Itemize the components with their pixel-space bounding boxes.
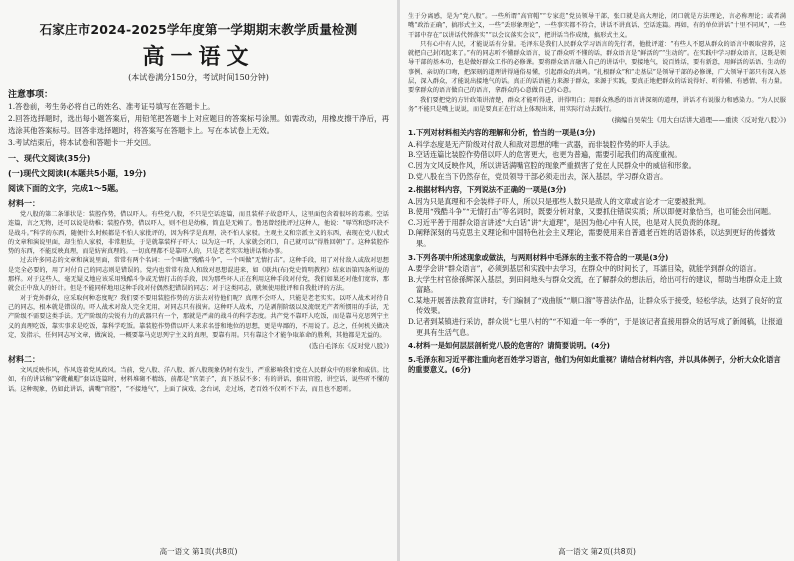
- material-1-paragraph: 对于党外群众，应采取何种态度呢？我们要不要用装腔作势的方法去对待他们呢？真理不会吓人，只能是老老实实。以吓人战术对待自己的同志，根本就是错误的。吓人战术对敌人完全无用，对同志只有损害。这种吓人战术，乃是剥削阶级以及流氓无产者所惯用的手法，无产阶级不需要这类手法。无产阶级的尖锐有力的武器只有一个，那就是严肃的战斗的科学态度。共产党不靠吓人吃饭，而是靠马克思列宁主义的真理吃饭，靠实事求是吃饭，靠科学吃饭。靠装腔作势借以吓人来求名誉和地位的思想，更是卑鄙的，不用说了。总之，任何机关做决定，发指示，任何同志写文章，做演说，一概要靠马克思列宁主义的真理，要靠有用。只有靠这个才能争取革命的胜利，其他都是无益的。: [8, 294, 389, 339]
- material-2-paragraph: 文风反映作风，作风连着党风政风。当前，党八股、洋八股、新八股现象仍时有发生，严重影响我们党在人民群众中的形象和威信。比如，有的讲话稿“穿靴戴帽”套话连篇时，材料堆砌不精练，前都是“官架子”，真下基层不多；有的讲话，套用官腔，讲空话，说些听不懂的话。这种现象，仍如此讲话，满嘴“官腔”，“不接地气”，上面了演戏、念台词，走过场，老百姓不仅听不下去，而且也不愿听。: [8, 367, 389, 393]
- question-stem: 3.下列各项中所述现象或做法，与两则材料中毛泽东的主张不符合的一项是(3分): [408, 252, 669, 262]
- material-2-paragraph: 只有心中有人民，才能说话有分量。毛泽东是我们人民群众学习语言的先行者，他批评道：“有些人不愿从群众的语言中吸取营养，这就把自己封闭起来了。”有的同志听不懂群众语言，说了群众听不懂的话，群众语言是“鲜活的”“生动的”。在实践中学习群众语言，这既是领导干部的基本功，也是做好群众工作的必修课。要将群众语言融入自己的讲话中，要接地气，说百姓话，要有新意，用鲜活的话语、生动的事例、亲切的口吻，把深刻的道理讲得通俗易懂，引起群众的共鸣。“扎根群众”和“走基层”是领导干部的必修课，广大领导干部只有深入基层，深入群众，才能说出接地气的话。真正的话语能力来源于群众，来源于实践，要真正地把群众的话说得好、听得懂、有感情、有力量。要拿群众的语言做自己的语言，拿群众的心意做自己的心意。: [408, 40, 786, 95]
- notice-item: 3.考试结束后，将本试卷和答题卡一并交回。: [8, 138, 156, 147]
- section-heading: 一、现代文阅读(35分): [8, 154, 91, 163]
- question-option: C.某地开展普法教育宣讲时，专门编制了“戏曲版”“顺口溜”等普法作品，让群众乐于接受，轻松学法，达到了良好的宣传效果。: [408, 295, 783, 316]
- material-2-label: 材料二：: [8, 355, 40, 365]
- question-stem: 5.毛泽东和习近平都注重向老百姓学习语言，他们为何如此重视？请结合材料内容，并以具体例子，分析大众化语言的重要意义。(6分): [408, 354, 781, 375]
- question-option: C.因为文风反映作风，所以讲话满嘴官腔的现象严重损害了党在人民群众中的威信和形象。: [408, 160, 696, 170]
- notice-item: 2.回答选择题时，选出每小题答案后，用铅笔把答题卡上对应题目的答案标号涂黑。如需改动，用橡皮擦干净后，再选涂其他答案标号。回答非选择题时，将答案写在答题卡上。写在本试卷上无效。: [8, 114, 389, 135]
- question-option: D.记者到某镇进行采访，群众说“七里八村的”“不知道一年一季的”，于是该记者直接用群众的话写成了新闻稿，让报道更具有生活气息。: [408, 317, 783, 337]
- material-2-paragraph: 生于分离感，是为“党八股”。一些所谓“高官帽”“专家范”党员领导干部，张口就是高大理论，闭口就是方法理论，言必称理论；或者满嘴“政治正确”，搞形式主义，一些“丢形象理论”，一些事实都不符合，讲话不讲真话、空话连篇。再如，有的单位讲话“十里不同风”，一些干部中存在“以讲话代替落实”“以会议落实会议”，把讲话当作成绩，搞形式主义。: [408, 13, 786, 39]
- subject-title: 高一语文: [142, 45, 255, 70]
- section-subheading: (一)现代文阅读Ⅰ(本题共5小题，19分): [8, 169, 147, 178]
- material-1-paragraph: 过去许多同志的文章和演说里面，常常有两个名词：一个叫做“残酷斗争”，一个叫做“无情打击”。这种手段，用了对付敌人或敌对思想是完全必要的，用了对付自己的同志则是错误的。党内也常常有敌人和敌对思想混进来，如《联共(布)党史简明教程》结束语第四条所说的那样。对于这些人，毫无疑义地应该采用残酷斗争或无情打击的手段，因为那些坏人正在利用这种手段对付党，我们如果还对他们宽容，那就会正中敌人的奸计。但是不能同样地用这种手段对付偶然犯错误的同志；对于这类同志，就须使用批评和自我批评的方法。: [8, 257, 389, 293]
- section-instruction: 阅读下面的文字，完成1～5题。: [8, 184, 124, 193]
- score-note: (本试卷满分150分，考试时间150分钟): [128, 73, 269, 82]
- notice-heading: 注意事项：: [8, 90, 54, 100]
- question-stem: 2.根据材料内容，下列说法不正确的一项是(3分): [408, 185, 567, 195]
- material-1-label: 材料一：: [8, 199, 40, 208]
- notice-item: 1.答卷前，考生务必将自己的姓名、准考证号填写在答题卡上。: [8, 102, 215, 111]
- material-2-paragraph: 我们要把党的方针政策讲清楚，群众才能听得进，讲得明白；用群众熟悉的语言讲深刻的道理，讲话才有说服力和感染力。“为人民服务”不能只是嘴上说说，而是要真正在行动上体现出来，用实际行动去践行。: [408, 96, 786, 113]
- material-2-source: (摘编自吴荣生《用大白话讲大道理——重读〈反对党八股〉》): [611, 116, 786, 125]
- page-1-footer: 高一语文 第1页(共8页): [159, 547, 238, 556]
- question-option: A.因为只是真理和不会装样子吓人，所以只是那些人数只是敌人的文章或言论才一定要被批判。: [408, 196, 711, 206]
- question-option: C.习近平善于用群众语言讲述“大白话”讲“大道理”，是因为他心中有人民，也是对人民负责的体现。: [408, 217, 725, 227]
- question-option: B.空话连篇比装腔作势借以吓人的危害更大，也更为普遍，需要引起我们的高度重视。: [408, 150, 682, 160]
- question-option: A.科学态度是无产阶级对付敌人和敌对思想的唯一武器，而非装腔作势的吓人手法。: [408, 139, 675, 149]
- page-2-footer: 高一语文 第2页(共8页): [558, 547, 636, 556]
- question-stem: 4.材料一是如何层层剖析党八股的危害的？请简要说明。(4分): [408, 341, 611, 351]
- question-option: B.使用“残酷斗争”“无情打击”等名词时，既要分析对象，又要抓住错误实质；所以即便对象恰当，也可能会出问题。: [408, 207, 776, 217]
- question-option: D.党八股在当下仍然存在，党员领导干部必须走出去，深入基层，学习群众语言。: [408, 171, 668, 181]
- page-2: [400, 0, 794, 561]
- page-1-content: [8, 12, 389, 539]
- question-option: D.阐释深刻的马克思主义理论和中国特色社会主义理论，需要使用来自普通老百姓的话语体系，以达到更好的传播效果。: [408, 228, 776, 249]
- material-1-source: (选自毛泽东《反对党八股》): [309, 342, 389, 351]
- material-1-paragraph: 党八股的第二条罪状是：装腔作势，借以吓人。有些党八股，不只是空话连篇，而且装样子故意吓人，这里面包含着很坏的毒素。空话连篇，言之无物，还可以说是幼稚；装腔作势，借以吓人，则不但是幼稚，简直是无赖了。鲁迅曾经批评过这种人，他说：“辱骂和恐吓决不是战斗。”科学的东西，随便什么时候都是不怕人家批评的，因为科学是真理，决不怕人家驳。主观主义和宗派主义的东西，表现在党八股式的文章和演说里面，却生怕人家驳，非常胆怯，于是就靠装样子吓人；以为这一吓，人家就会闭口，自己就可以“得胜回朝”了。这种装腔作势的东西，不能反映真理，而是妨害真理的。一切真理都不是靠吓人的，只是老老实实地讲话和办事。: [8, 211, 389, 256]
- exam-title: 石家庄市2024-2025学年度第一学期期末教学质量检测: [39, 22, 358, 37]
- question-stem: 1.下列对材料相关内容的理解和分析，恰当的一项是(3分): [408, 128, 596, 138]
- page-2-content: [408, 12, 786, 539]
- question-option: A.要学会讲“群众语言”，必须到基层和实践中去学习，在群众中的时间长了，耳濡目染，就能学到群众的语言。: [408, 264, 761, 274]
- question-option: B.大学生村官徐孫辉深入基层，到田间地头与群众交流，在了解群众的想法后，给出可行的建议，帮助当地群众走上致富路。: [408, 274, 783, 295]
